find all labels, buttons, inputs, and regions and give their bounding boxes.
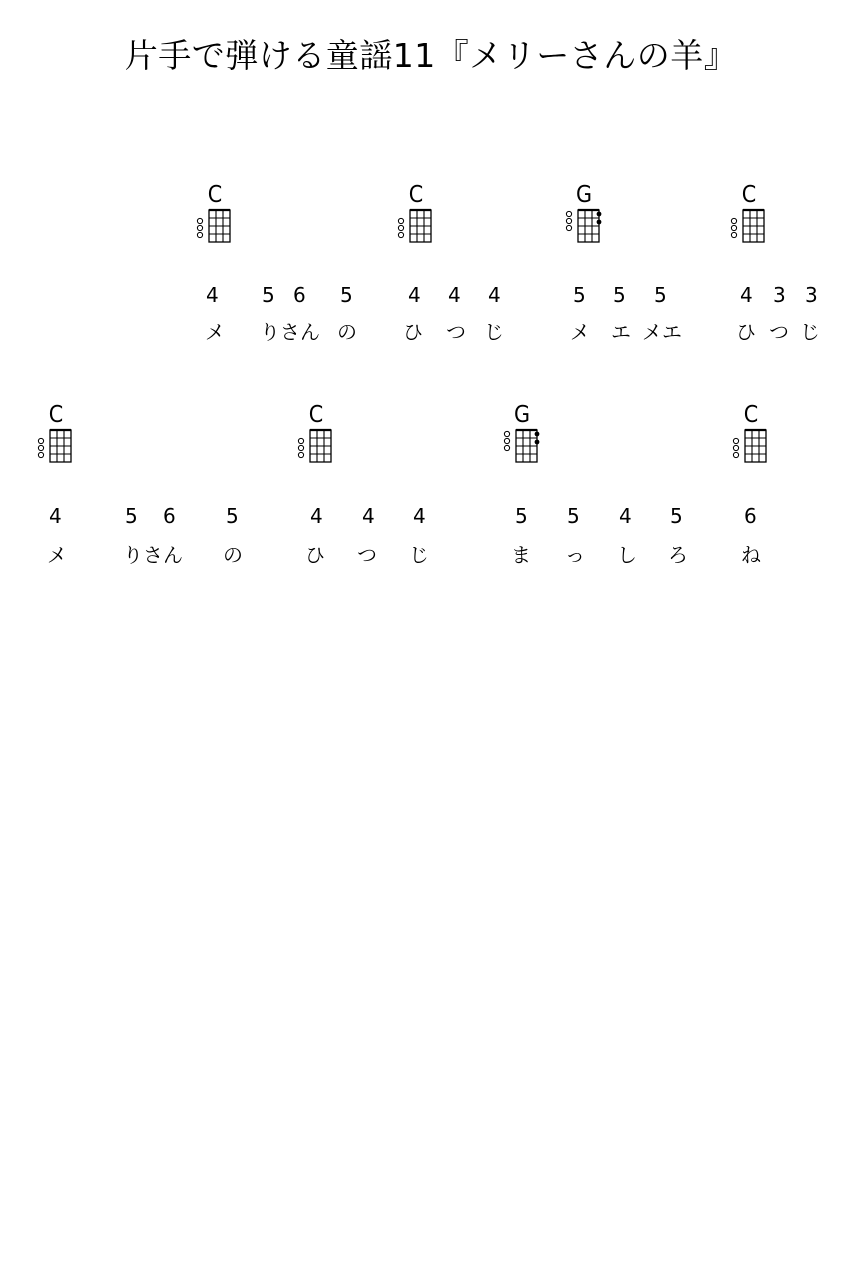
finger-dot [535,440,540,445]
note-number: 4 [206,283,219,307]
open-string-marker [197,218,202,223]
note-number: 5 [654,283,667,307]
finger-dot [535,432,540,437]
chord-diagram-2-3 [492,402,552,492]
lyric: つ [769,320,789,344]
lyric: ひ [403,320,423,344]
lyric: つ [446,320,466,344]
note-number: 4 [310,504,323,528]
lyric: じ [484,320,504,344]
lyric: じ [800,320,820,344]
open-string-marker [38,438,43,443]
note-number: 3 [805,283,818,307]
lyric: つ [357,543,377,567]
lyric: し [617,543,637,567]
chord-name: C [408,182,424,208]
finger-dot [597,220,602,225]
chord-diagram-2-4 [721,402,781,492]
chord-diagram-2-1 [26,402,86,492]
open-string-marker [38,445,43,450]
open-string-marker [298,438,303,443]
chord-name: C [743,402,759,428]
note-number: 5 [340,283,353,307]
note-number: 5 [515,504,528,528]
open-string-marker [398,225,403,230]
finger-dot [597,212,602,217]
page-title: 片手で弾ける童謡11『メリーさんの羊』 [124,36,738,75]
chord-grid [721,428,781,478]
note-number: 4 [488,283,501,307]
chord-grid [719,208,779,258]
open-string-marker [733,445,738,450]
chord-diagram-1-1 [185,182,245,272]
lyric: ろ [668,543,688,567]
lyric: メ [205,320,225,344]
note-number: 5 [125,504,138,528]
note-number: 5 [613,283,626,307]
note-number: 4 [740,283,753,307]
chord-grid [26,428,86,478]
chord-name: C [741,182,757,208]
note-number: 5 [670,504,683,528]
note-number: 4 [362,504,375,528]
note-number: 4 [448,283,461,307]
chord-grid [185,208,245,258]
open-string-marker [298,445,303,450]
chord-diagram-1-4 [719,182,779,272]
lyric: ひ [736,320,756,344]
note-number: 6 [744,504,757,528]
open-string-marker [38,452,43,457]
note-number: 4 [408,283,421,307]
lyric: メエ [642,320,682,344]
lyric: エ [611,320,631,344]
open-string-marker [731,218,736,223]
open-string-marker [731,225,736,230]
lyric: ひ [305,543,325,567]
open-string-marker [566,218,571,223]
chord-grid [386,208,446,258]
note-number: 5 [262,283,275,307]
open-string-marker [731,232,736,237]
open-string-marker [733,452,738,457]
lyric: の [223,543,243,567]
open-string-marker [504,445,509,450]
open-string-marker [197,225,202,230]
lyric: メ [47,543,67,567]
note-number: 4 [619,504,632,528]
open-string-marker [504,438,509,443]
chord-grid [286,428,346,478]
chord-diagram-2-2 [286,402,346,492]
open-string-marker [298,452,303,457]
lyric: ま [511,543,531,567]
note-number: 6 [163,504,176,528]
open-string-marker [566,225,571,230]
chord-grid [492,428,552,478]
lyric: じ [409,543,429,567]
note-number: 5 [567,504,580,528]
lyric: ね [741,543,761,567]
chord-name: C [308,402,324,428]
note-number: 6 [293,283,306,307]
open-string-marker [398,218,403,223]
note-number: 3 [773,283,786,307]
open-string-marker [504,431,509,436]
chord-diagram-1-3 [554,182,614,272]
chord-name: G [513,402,531,428]
open-string-marker [566,211,571,216]
chord-name: G [575,182,593,208]
chord-name: C [207,182,223,208]
chord-diagram-1-2 [386,182,446,272]
lyric: りさん [260,320,320,344]
note-number: 5 [573,283,586,307]
note-number: 4 [413,504,426,528]
lyric: りさん [123,543,183,567]
chord-name: C [48,402,64,428]
lyric: っ [565,543,585,567]
lyric: の [337,320,357,344]
note-number: 4 [49,504,62,528]
note-number: 5 [226,504,239,528]
open-string-marker [733,438,738,443]
lyric: メ [570,320,590,344]
open-string-marker [197,232,202,237]
chord-grid [554,208,614,258]
open-string-marker [398,232,403,237]
